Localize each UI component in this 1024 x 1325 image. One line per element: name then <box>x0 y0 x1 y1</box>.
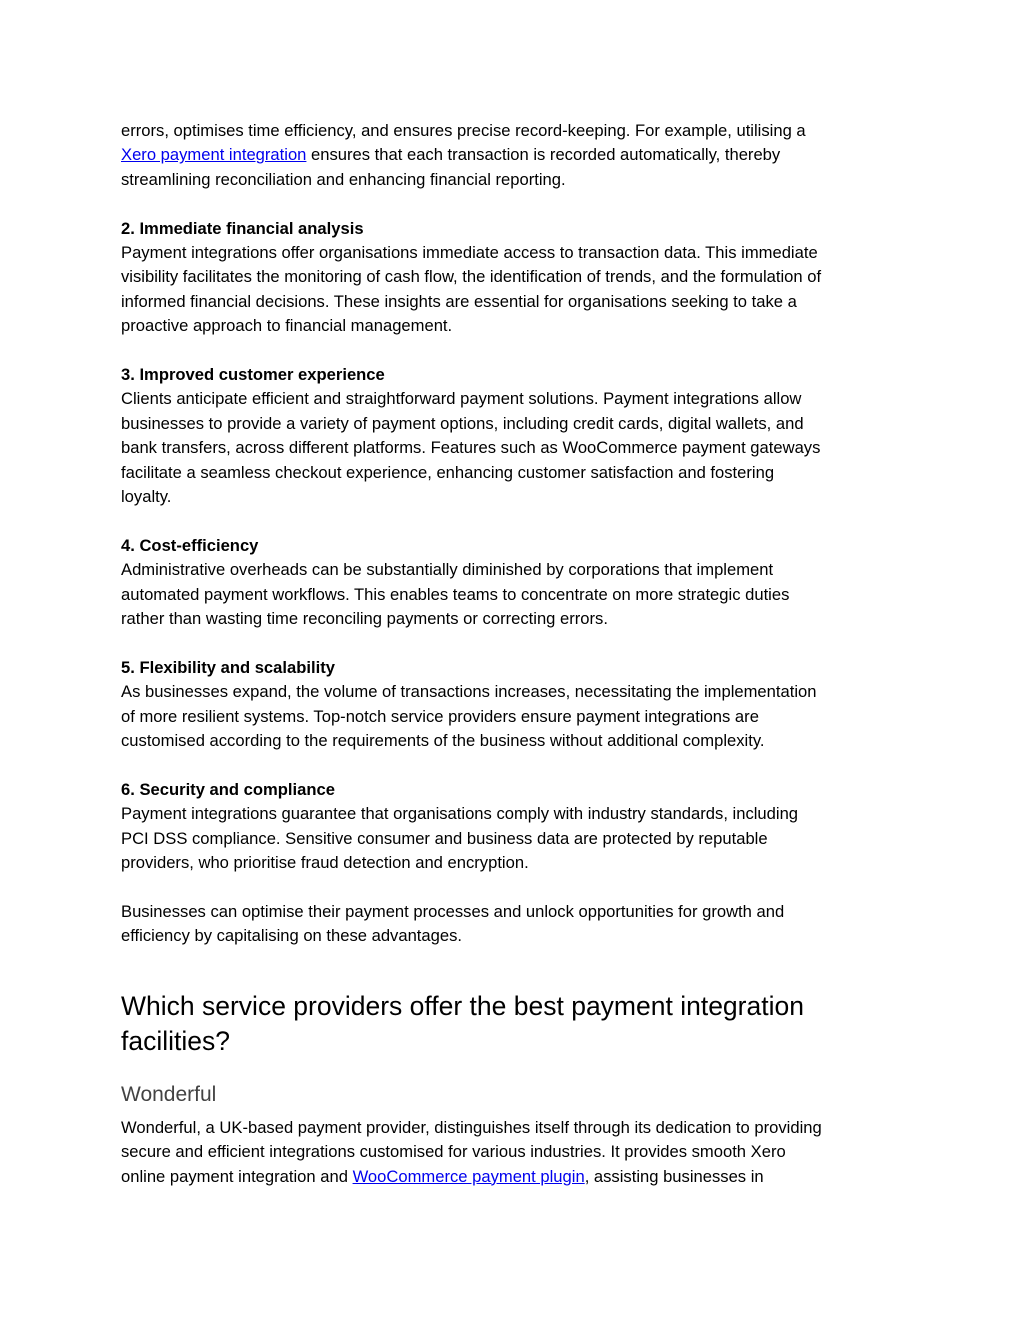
paragraph-line: informed financial decisions. These insights are essential for organisations seeking to take a <box>121 291 797 311</box>
paragraph-line: Businesses can optimise their payment processes and unlock opportunities for growth and <box>121 901 785 921</box>
paragraph-line: loyalty. <box>121 487 172 507</box>
section-heading-line-2: facilities? <box>121 1025 230 1056</box>
paragraph-line: bank transfers, across different platforms. Features such as WooCommerce payment gateways <box>121 438 821 458</box>
paragraph-security-compliance <box>121 802 911 875</box>
section-heading-service-providers <box>121 989 911 1059</box>
paragraph-line: facilitate a seamless checkout experience, enhancing customer satisfaction and fostering <box>121 462 775 482</box>
document-page <box>121 119 911 1189</box>
paragraph-line: Payment integrations guarantee that organisations comply with industry standards, including <box>121 804 799 824</box>
paragraph-line: visibility facilitates the monitoring of cash flow, the identification of trends, and the formulation of <box>121 267 822 287</box>
paragraph-line: Clients anticipate efficient and straightforward payment solutions. Payment integrations allow <box>121 389 802 409</box>
paragraph-line: Payment integrations offer organisations immediate access to transaction data. This immediate <box>121 243 818 263</box>
heading-security-compliance: 6. Security and compliance <box>121 779 335 799</box>
paragraph-line: providers, who prioritise fraud detection and encryption. <box>121 853 529 873</box>
intro-line-2-rest: ensures that each transaction is recorded automatically, thereby <box>306 145 781 165</box>
paragraph-line: efficiency by capitalising on these advantages. <box>121 926 463 946</box>
paragraph-flexibility-scalability <box>121 680 911 753</box>
xero-payment-integration-link[interactable]: Xero payment integration <box>121 145 307 165</box>
paragraph-line: Wonderful, a UK-based payment provider, distinguishes itself through its dedication to providing <box>121 1117 822 1137</box>
paragraph-line: proactive approach to financial management. <box>121 316 453 336</box>
heading-immediate-financial-analysis: 2. Immediate financial analysis <box>121 218 364 238</box>
paragraph-line: Administrative overheads can be substantially diminished by corporations that implement <box>121 560 774 580</box>
heading-improved-customer-experience: 3. Improved customer experience <box>121 365 385 385</box>
woocommerce-payment-plugin-link[interactable]: WooCommerce payment plugin <box>352 1166 585 1186</box>
intro-line-3: streamlining reconciliation and enhancing financial reporting. <box>121 169 566 189</box>
paragraph-line: businesses to provide a variety of payment options, including credit cards, digital wallets, and <box>121 413 804 433</box>
paragraph-cost-efficiency <box>121 558 911 631</box>
paragraph-improved-customer-experience <box>121 387 911 509</box>
paragraph-line: PCI DSS compliance. Sensitive consumer and business data are protected by reputable <box>121 828 768 848</box>
subheading-wonderful: Wonderful <box>121 1082 217 1106</box>
heading-cost-efficiency: 4. Cost-efficiency <box>121 535 259 555</box>
paragraph-line: of more resilient systems. Top-notch service providers ensure payment integrations are <box>121 706 759 726</box>
wonderful-line-3-pre: online payment integration and <box>121 1166 353 1186</box>
wonderful-line-3-post: , assisting businesses in <box>584 1166 764 1186</box>
paragraph-line: As businesses expand, the volume of transactions increases, necessitating the implementation <box>121 682 817 702</box>
section-heading-line-1: Which service providers offer the best payment integration <box>121 990 804 1021</box>
heading-flexibility-scalability: 5. Flexibility and scalability <box>121 657 335 677</box>
paragraph-line: secure and efficient integrations customised for various industries. It provides smooth Xero <box>121 1142 786 1162</box>
paragraph-immediate-financial-analysis <box>121 241 911 339</box>
paragraph-line <box>121 1165 911 1189</box>
paragraph-line: automated payment workflows. This enables teams to concentrate on more strategic duties <box>121 584 790 604</box>
intro-line-2 <box>121 143 911 167</box>
paragraph-line: customised according to the requirements of the business without additional complexity. <box>121 731 765 751</box>
paragraph-line: rather than wasting time reconciling payments or correcting errors. <box>121 609 608 629</box>
intro-paragraph <box>121 119 911 192</box>
paragraph-wonderful <box>121 1116 911 1189</box>
intro-line-1: errors, optimises time efficiency, and ensures precise record-keeping. For example, utilising a <box>121 121 806 140</box>
closing-paragraph <box>121 900 911 949</box>
